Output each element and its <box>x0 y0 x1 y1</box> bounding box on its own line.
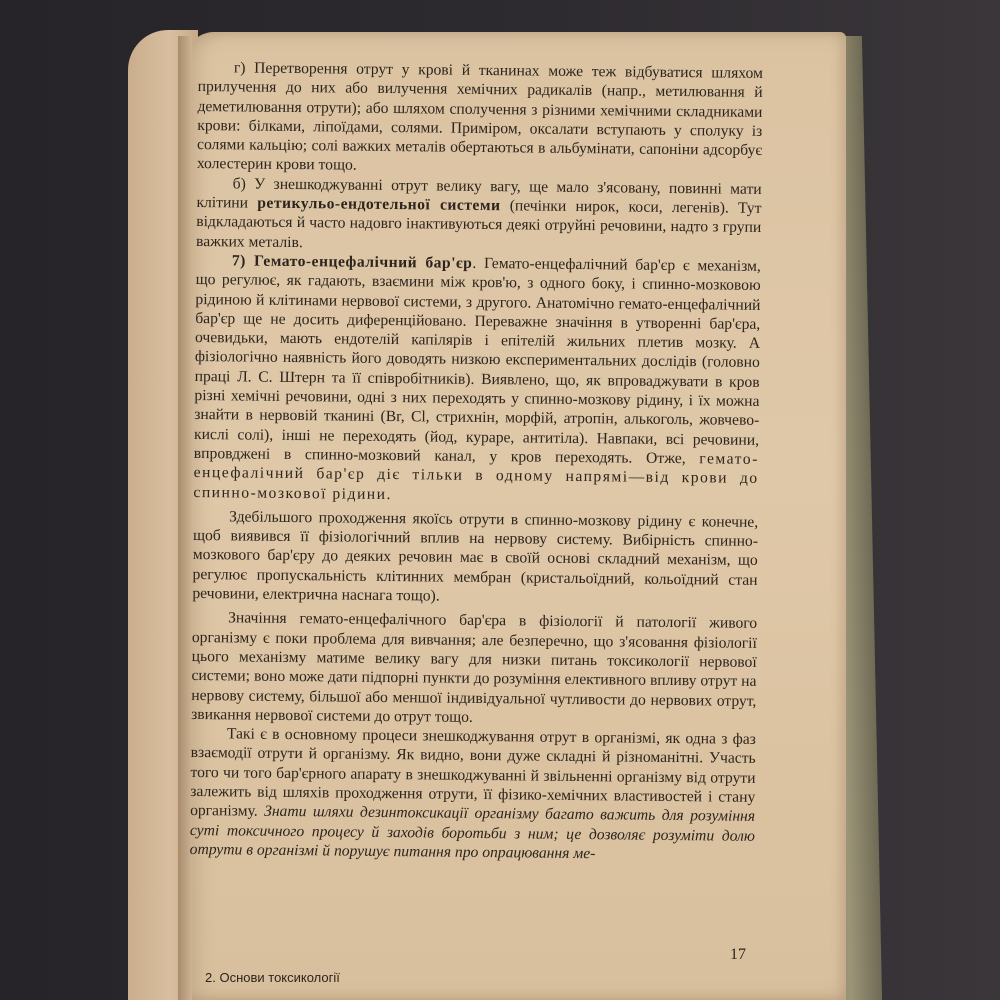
reticulo-endothelial-term: ретикульо-ендотельної системи <box>257 194 501 215</box>
paragraph-summary <box>190 724 756 865</box>
page-text <box>190 58 763 865</box>
page-number: 17 <box>730 946 746 963</box>
paragraph-selectivity: Здебільшого проходження якоїсь отрути в спинно-мозкову рідину є конечне, щоб виявився її фізіологічний вплив на нервову систему. Вибірність спинно-мозкового бар'єру до деяких речовин має в своїй основі складний механізм, що регулює пропускальність клітинних мембран (кристальоїдний, кольоїдний стан речовини, електрична наснага тощо). <box>192 508 759 605</box>
blood-brain-barrier-heading: 7) Гемато-енцефалічний бар'єр <box>231 252 473 272</box>
paragraph-7 <box>193 251 761 508</box>
paragraph-g: г) Перетворення отрут у крові й тканинах може теж відбуватися шляхом прилучення до них або вилучення хемічних радикалів (напр., метилювання й деметилювання отрути); або шляхом сполучення з різними хемічними складниками крови: білками, ліпоїдами, солями. Приміром, оксалати вступають у сполуку із солями кальцію; солі важких металів обертаються в альбумінати, сапоніни адсорбує холестерин крови тощо. <box>196 59 763 175</box>
paragraph-7-emphasis: гемато-енцефалічний бар'єр діє тільки в одному напрямі—від крови до спинно-мозкової рідини. <box>193 450 759 503</box>
paragraph-summary-normal: Такі є в основному процеси знешкоджування отрут в організмі, як одна з фаз взаємодії отрути й організму. Як видно, вони дуже складні й різноманітні. Участь того чи того бар'єрного апарату в знешкоджуванні й звільненні організму від отрути залежить від шляхів проходження отрути, її фізико-хемічних властивостей і стану організму. <box>190 725 756 821</box>
paragraph-7-body: . Гемато-енцефалічний бар'єр є механізм, що регулює, як гадають, взаємини між кров'ю, з одного боку, і спинно-мозковою рідиною й клітинами нервової системи, з другого. Анатомічно гемато-енцефалічний бар'єр ще не досить диференційовано. Переважне значіння в утворенні бар'єра, очевидьки, мають ендотелій капілярів і епітелій жильних плетив мозку. А фізіологічно наявність його доводять низкою експериментальних дослідів (головно праці Л. С. Штерн та її співробітників). Виявлено, що, як впроваджувати в кров різні хемічні речовини, одні з них переходять у спинно-мозкову рідину, і їх можна знайти в нервовій тканині (Br, Cl, стрихнін, морфій, атропін, алькоголь, жовчево-кислі солі), інші не переходять (йод, кураре, антитіла). Навпаки, всі речовини, впровджені в спинно-мозковий канал, у кров переходять. Отже, <box>193 254 761 468</box>
paragraph-summary-italic: Знати шляхи дезинтоксикації організму багато важить для розуміння суті токсичного процесу й заходів боротьби з ним; це дозволяє розуміти долю отрути в організмі й порушує питання про опрацювання ме- <box>189 803 756 863</box>
paragraph-6 <box>196 174 762 257</box>
paragraph-6-start: б) У знешкоджуванні отрут велику вагу, ще мало з'ясовану, повинні мати клітини <box>196 175 762 212</box>
running-title: 2. Основи токсикології <box>205 970 340 985</box>
paragraph-6-end: (печінки нирок, коси, легенів). Тут відкладаються й часто надовго інактивуються деякі отруйні речовини, надто з групи важких металів. <box>195 197 762 251</box>
paragraph-significance: Значіння гемато-енцефалічного бар'єра в фізіології й патології живого організму є поки проблема для вивчання; але безперечно, що з'ясовання фізіології цього механізму матиме велику вагу для низки питань токсикології нервової системи; воно може дати підпорні пункти до розуміння елективного впливу отрут на нервову систему, більшої або меншої індивідуальної чутливости до нервових отрут, звикання нервової системи до отрут тощо. <box>191 609 758 726</box>
